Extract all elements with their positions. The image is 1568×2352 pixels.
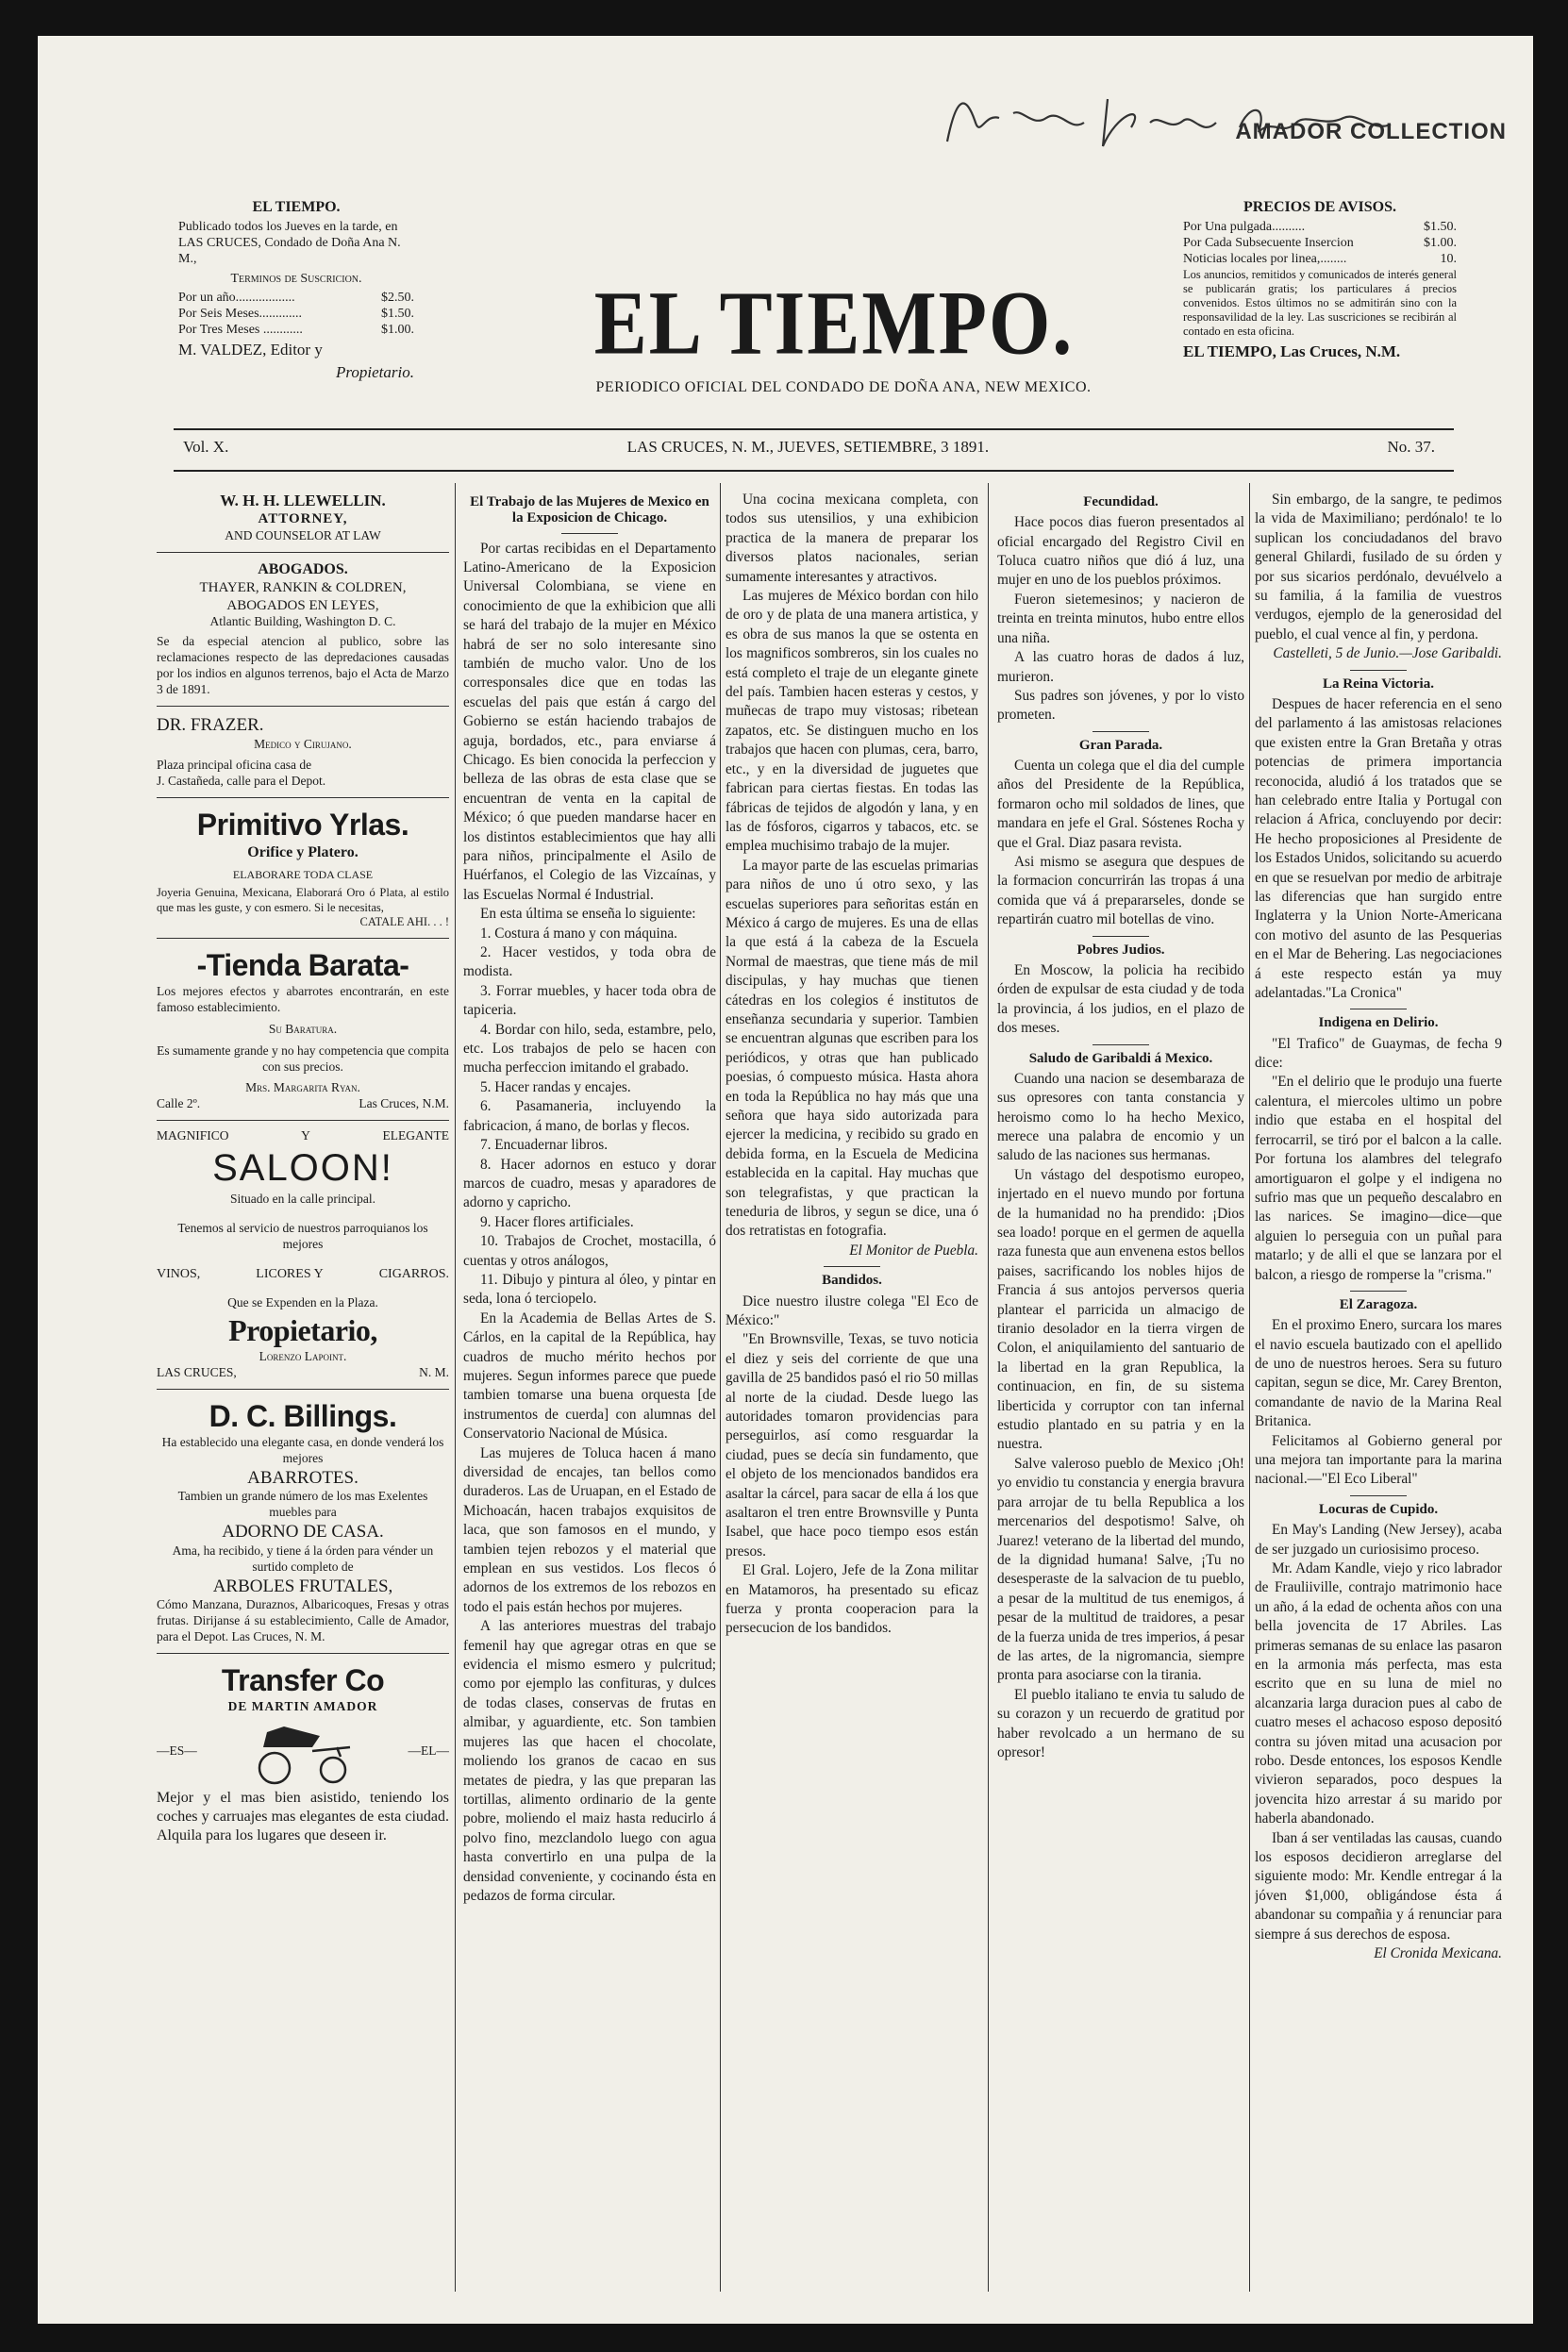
ads-column — [157, 491, 449, 2282]
article-paragraph: 9. Hacer flores artificiales. — [480, 1213, 634, 1230]
ad-text: ADORNO DE CASA. — [222, 1522, 384, 1542]
ad-text: -Tienda Barata- — [196, 948, 409, 982]
ad-text — [157, 1128, 449, 1144]
ad-text: Propietario, — [228, 1313, 377, 1347]
article-paragraph: Por cartas recibidas en el Departamento Latino-Americano de la Exposicion Universal Colombiana, se viene en conocimiento de que la exhibicion que alli se hará del trabajo de la mujer en México habrá de ser no solo interesante sino también de mucho valor. Uno de los corresponsales dice que en todas las escuelas del pais que están á cargo del Gobierno se están haciendo trabajos de aguja, bordados, etc., para enviarse á Chicago. Es bien conocida la perfeccion y belleza de las obras de esta clase que se encuentran de venta en la capital de México; ó que pueden mandarse hacer en los distintos establecimientos que hay alli para niños, principalmente el Asilo de Huérfanos, el Colegio de las Vizcaínas, y las Escuelas Normal é Industrial. — [463, 540, 716, 903]
ad-text: D. C. Billings. — [209, 1398, 397, 1433]
rate-row — [1183, 220, 1457, 236]
ad-text: Las Cruces, N.M. — [359, 1096, 449, 1111]
column-3 — [726, 491, 978, 2282]
ad-text: ABOGADOS EN LEYES, — [226, 597, 379, 613]
ad-text: Es sumamente grande y no hay competencia que compita con sus precios. — [157, 1043, 449, 1074]
article-paragraph: Cuando una nacion se desembaraza de sus opresores con tanta constancia y heroismo como lo ha hecho Mexico, merece una palabra de encomio y un saludo de las naciones sus hermanas. — [997, 1070, 1244, 1164]
rate-text: $1.00. — [1424, 235, 1457, 250]
dateline — [183, 438, 1435, 457]
ad-text: Los mejores efectos y abarrotes encontrarán, en este famoso establecimiento. — [157, 984, 449, 1014]
column-2 — [463, 491, 716, 2282]
ad-text — [157, 1096, 449, 1112]
rate-text: Por Seis Meses............. — [178, 307, 303, 322]
ad-text: Orifice y Platero. — [247, 844, 359, 861]
rate-row — [178, 307, 414, 323]
ad-text: ATTORNEY, — [258, 511, 348, 527]
article-rule — [1093, 731, 1149, 732]
ad-text: N. M. — [419, 1364, 449, 1379]
ad-text: Su Baratura. — [268, 1021, 338, 1036]
ad-text: Plaza principal oficina casa de — [157, 758, 312, 773]
ad-text: Se da especial atencion al publico, sobre las reclamaciones respecto de las depredaciones causadas por los indios en algunos terrenos, bajo el Acta de Marzo 3 de 1891. — [157, 634, 449, 696]
masthead-title: EL TIEMPO. — [593, 273, 1075, 375]
column-5 — [1255, 491, 1502, 2282]
column-rule — [1249, 483, 1250, 2292]
ad-text: Primitivo Yrlas. — [196, 808, 409, 842]
ad-text: ARBOLES FRUTALES, — [212, 1576, 393, 1596]
article-paragraph: Una cocina mexicana completa, con todos sus utensilios, y una exhibicion practica de la manera de preparar los diversos platos nacionales, serian sumamente interesantes y atractivos. — [726, 492, 978, 585]
editor-line: M. VALDEZ, Editor y — [178, 340, 323, 359]
article-paragraph: 6. Pasamaneria, incluyendo la fabricacion, á mano, de borlas y flecos. — [463, 1098, 716, 1134]
carriage-icon — [246, 1719, 359, 1785]
issue-number: No. 37. — [1387, 438, 1435, 456]
ad-text: Ha establecido una elegante casa, en donde venderá los mejores — [161, 1434, 444, 1465]
ad-transfer — [157, 1661, 449, 1845]
article-rule — [1093, 1044, 1149, 1045]
ad-text: ABOGADOS. — [258, 560, 348, 577]
article-paragraph: En la Academia de Bellas Artes de S. Cárlos, en la capital de la República, hay cuadros de mucho mérito hechos por mujeres. Segun informes parece que puede tambien tomarse una buena orquesta [de instrumentos de cuerda] con alumnas del Conservatorio Nacional de Música. — [463, 1309, 716, 1443]
article-paragraph: Dice nuestro ilustre colega "El Eco de México:" — [726, 1293, 978, 1328]
place-date: LAS CRUCES, N. M., JUEVES, SETIEMBRE, 3 1891. — [626, 438, 990, 456]
article-headline: Fecundidad. — [1083, 494, 1159, 509]
article-paragraph: 5. Hacer randas y encajes. — [480, 1078, 631, 1095]
ad-text: Ama, ha recibido, y tiene á la órden para vénder un surtido completo de — [172, 1543, 434, 1574]
article-paragraph: "En el delirio que le produjo una fuerte calentura, el miercoles ultimo un pobre indio que estaba en el hospital del ferrocarril, se tiró por el balcon a la calle. Por fortuna los alambres del telegrafo amortiguaron el golpe y el indigena no sufrio mas que un pequeño descalabro en las narices. Se imagino—dice—que alguien lo perseguia con un puñal para matarlo; y de alli el que se lanzara por el balcon, a riesgo de romperse la "crisma." — [1255, 1074, 1502, 1283]
article-paragraph: Las mujeres de Toluca hacen á mano diversidad de encajes, tan bellos como duraderos. Las de Uruapan, en el Estado de Michoacán, hacen trabajos exquisitos de laca, que son famosos en el mundo, y tambien tejen rebozos y el material que emplean en sus vestidos. Los flecos ó adornos de los extremos de los rebozos en todo el pais están hechos por mujeres. — [463, 1444, 716, 1615]
ad-billings — [157, 1397, 449, 1654]
left-ear-heading: EL TIEMPO. — [252, 199, 341, 215]
article-paragraph: A las cuatro horas de dados á luz, murieron. — [997, 649, 1244, 685]
ad-text: Medico y Cirujano. — [254, 736, 352, 751]
ad-text: Transfer Co — [221, 1662, 385, 1697]
column-4 — [997, 491, 1244, 2282]
article-source: El Cronida Mexicana. — [1374, 1945, 1502, 1962]
ad-saloon — [157, 1128, 449, 1390]
ad-text: Que se Expenden en la Plaza. — [227, 1295, 378, 1310]
ad-text: LICORES Y — [256, 1266, 324, 1281]
article-paragraph: A las anteriores muestras del trabajo femenil hay que agregar otras en que se evidencia el mismo esmero y pulcritud; como por ejemplo las confituras, y dulces de todas clases, conservas de frutas en almibar, y aguardiente, etc. Son tambien mujeres las que hacen el chocolate, moliendo los granos de cacao en sus metates de piedra, y las que preparan las tortillas, alimento ordinario de la gente pobre, moliendo el maiz hasta reducirlo á polvo fino, mezclandolo luego con agua hasta convertirlo en una pulpa de la densidad conveniente, y cocinando ésta en pedazos de forma circular. — [463, 1618, 716, 1904]
article-paragraph: 4. Bordar con hilo, seda, estambre, pelo, etc. Los trabajos de pelo se hacen con mucha perfeccion imitando el grabado. — [463, 1021, 716, 1076]
rate-text: Por Una pulgada.......... — [1183, 220, 1306, 235]
article-signature: Castelleti, 5 de Junio.—Jose Garibaldi. — [1273, 645, 1502, 662]
ad-text: Calle 2º. — [157, 1096, 201, 1111]
article-paragraph: Felicitamos al Gobierno general por una mejora tan importante para la marina nacional.—"El Eco Liberal" — [1255, 1432, 1502, 1488]
ad-abogados — [157, 560, 449, 707]
newspaper-page — [38, 36, 1533, 2324]
ad-text: ELEGANTE — [382, 1128, 449, 1143]
column-rule — [720, 483, 721, 2292]
ad-text: —ES— — [157, 1743, 197, 1759]
ad-text: W. H. H. LLEWELLIN. — [220, 492, 386, 509]
rate-text: $1.50. — [1424, 220, 1457, 235]
left-ear-box — [178, 198, 414, 387]
article-headline: Pobres Judios. — [1076, 942, 1165, 958]
ad-text: Y — [301, 1128, 310, 1143]
article-rule — [1350, 1495, 1407, 1496]
article-paragraph: "En Brownsville, Texas, se tuvo noticia el diez y seis del corriente de que una gavilla de 25 bandidos pasó el rio 50 millas al norte de la ciudad. Desde luego las autoridades tomaron providencias para perseguirlos, así como resguardar la ciudad, pues se decía sin fundamento, que el objeto de los mencionados bandidos era asaltar la cárcel, para sacar de ella á los que asaltaron el tren entre Brownsville y Punta Isabel, que hace poco tiempo esos están presos. — [726, 1331, 978, 1560]
article-paragraph: Sin embargo, de la sangre, te pedimos la vida de Maximiliano; perdónalo! te lo suplican los conciudadanos del bravo general Ghilardi, fusilado de su órden y por sus sicarios perdónalo, devuélvelo a su familia, á la familia de vuestros verdugos, ejemplo de la generosidad del pueblo, el cual vence al fin, y perdona. — [1255, 492, 1502, 642]
article-paragraph: Iban á ser ventiladas las causas, cuando los esposos decidieron arreglarse del siguiente modo: Mr. Kendle entregar á la jóven $1,000, obligándose ésta á abandonar su compañia y á renunciar para siempre á sus derechos de esposa. — [1255, 1829, 1502, 1943]
article-paragraph: Las mujeres de México bordan con hilo de oro y de plata de una manera artistica, y es obra de sus manos la que se ostenta en los magnificos sombreros, sin los cuales no está completo el traje de un elegante ginete del país. Tambien hacen esteras y cestos, y muñecas de trapo muy vistosas; ribetean zapatos, etc. Se distinguen mucho en los trabajos que hacen con plumas, cera, barro, etc., y en la diversidad de juguetes que fabrican para ciertas fiestas. En todas las fábricas de tejidos de algodón y lana, y en las de fósforos, cigarros y tabacos, etc. se emplea muchisimo trabajo de la mujer. — [726, 588, 978, 855]
rate-text: $1.50. — [381, 307, 414, 322]
article-paragraph: La mayor parte de las escuelas primarias para niños de uno ú otro sexo, y las escuelas superiores para señoritas están en México á cargo de mujeres. Es una de ellas la que está á la cabeza de la Escuela Normal de maestras, que tiene más de mil discipulas, y hay muchas que tienen cátedras en los colegios é institutos de enseñanza secundaria y superior. Tambien se encuentran algunas que escriben para los periódicos, y otras que han publicado poesias, ó compuesto música. Hasta ahora en toda la República no hay más que una señora que haya sido autorizada para ejercer la medicina, y recibido su grado en debida forma, en la Escuela de Medicina establecida en la capital. Hay muchas que son telegrafistas, y que practican la teneduria de libros, y segun se dice, una ó dos retratistas en fotografia. — [726, 857, 978, 1240]
article-paragraph: 2. Hacer vestidos, y toda obra de modista. — [463, 944, 716, 980]
terms-title: Terminos de Suscricion. — [230, 271, 362, 286]
right-ear-box — [1183, 198, 1457, 365]
ad-text: CIGARROS. — [378, 1266, 449, 1281]
rate-text: Por un año.................. — [178, 291, 295, 306]
article-headline: El Zaragoza. — [1339, 1296, 1418, 1312]
article-paragraph: Hace pocos dias fueron presentados al oficial encargado del Registro Civil en Toluca cuatro niños que dió á luz, una mujer en uno de los pueblos próximos. — [997, 514, 1244, 589]
article-paragraph: 3. Forrar muebles, y hacer toda obra de tapiceria. — [463, 982, 716, 1019]
ad-text: Tenemos al servicio de nuestros parroquianos los mejores — [177, 1220, 428, 1251]
article-paragraph: 1. Costura á mano y con máquina. — [480, 925, 678, 942]
collection-stamp: AMADOR COLLECTION — [1235, 119, 1507, 144]
article-paragraph: Despues de hacer referencia en el seno del parlamento á las amistosas relaciones que existen entre la Gran Bretaña y otras potencias de primera importancia reconocida, aludió á los tratados que se han celebrado entre Italia y Portugal con relacion á Africa, concluyendo por decir: He hecho proposiciones al Presidente de los Estados Unidos, solicitando su acuerdo en que se resuelvan por medio de arbitraje las diferencias que han surgido entre Inglaterra y la Union Norte-Americana con motivo del asunto de las Pesquerias en el Mar de Behering. Las negociaciones á este respecto están ya muy adelantadas."La Cronica" — [1255, 695, 1502, 1001]
article-headline: Locuras de Cupido. — [1318, 1501, 1439, 1517]
ad-text: Atlantic Building, Washington D. C. — [209, 614, 396, 629]
rate-row — [1183, 252, 1457, 268]
ad-tienda-barata — [157, 946, 449, 1121]
dateline-rule — [174, 470, 1454, 472]
ad-text: Situado en la calle principal. — [229, 1192, 376, 1206]
article-headline: Indigena en Delirio. — [1318, 1015, 1439, 1031]
ad-text: Joyeria Genuina, Mexicana, Elaborará Oro ó Plata, al estilo que mas les guste, y con esmero. Si le necesitas, — [157, 886, 449, 914]
ads-note: Los anuncios, remitidos y comunicados de interés general se publicarán gratis; los particulares á precios convenidos. Estos últimos no se admitirán sino con la responsavilidad de la ley. Las suscriciones se recibirán al contado en esta oficina. — [1183, 267, 1457, 338]
ad-text: ABARROTES. — [247, 1467, 359, 1488]
article-paragraph: El pueblo italiano te envia tu saludo de su corazon y un recuerdo de gratitud por haber revolcado a un hermano de su opresor! — [997, 1686, 1244, 1760]
article-paragraph: 8. Hacer adornos en estuco y dorar marcos de cuadro, mesas y aparadores de adorno y capricho. — [463, 1156, 716, 1211]
article-headline: Saludo de Garibaldi á Mexico. — [1028, 1050, 1213, 1066]
right-ear-footer: EL TIEMPO, Las Cruces, N.M. — [1183, 342, 1401, 360]
article-paragraph: "El Trafico" de Guaymas, de fecha 9 dice: — [1255, 1035, 1502, 1072]
ad-text: ELABORARE TODA CLASE — [232, 868, 374, 882]
article-paragraph: El Gral. Lojero, Jefe de la Zona militar en Matamoros, ha presentado su eficaz fuerza y pronta cooperacion para la persecucion de los bandidos. — [726, 1562, 978, 1637]
article-paragraph: 10. Trabajos de Crochet, mostacilla, ó cuentas y otros análogos, — [463, 1233, 716, 1269]
article-paragraph: Asi mismo se asegura que despues de la formacion concurrirán las tropas á una comida que vá á prepararseles, donde se repartirán cuatro mil botellas de vino. — [997, 854, 1244, 928]
headline-rule — [561, 533, 618, 534]
article-headline: Bandidos. — [822, 1273, 882, 1289]
article-paragraph: En esta última se enseña lo siguiente: — [480, 906, 696, 923]
article-paragraph: 7. Encuadernar libros. — [480, 1137, 609, 1154]
column-rule — [988, 483, 989, 2292]
article-headline: El Trabajo de las Mujeres de Mexico en la Exposicion de Chicago. — [470, 494, 709, 526]
article-paragraph: 11. Dibujo y pintura al óleo, y pintar en seda, lona ó terciopelo. — [463, 1271, 716, 1308]
article-headline: La Reina Victoria. — [1323, 676, 1434, 692]
rate-text: $1.00. — [381, 322, 414, 337]
ad-frazer — [157, 714, 449, 798]
ad-text: Cómo Manzana, Duraznos, Albaricoques, Fresas y otras frutas. Dirijanse á su establecimiento, Calle de Amador, para el Depot. Las Cruces, N. M. — [157, 1597, 449, 1643]
masthead-rule — [174, 428, 1454, 430]
ad-text: CATALE AHI. . . ! — [359, 915, 449, 929]
rate-text: 10. — [1440, 251, 1457, 266]
ad-text: LAS CRUCES, — [157, 1364, 237, 1379]
article-source: El Monitor de Puebla. — [849, 1242, 978, 1259]
article-rule — [1350, 1291, 1407, 1292]
rate-text: $2.50. — [381, 291, 414, 306]
left-ear-intro: Publicado todos los Jueves en la tarde, en LAS CRUCES, Condado de Doña Ana N. M., — [178, 220, 401, 266]
rate-row — [1183, 236, 1457, 252]
rate-text: Noticias locales por linea,........ — [1183, 251, 1347, 266]
article-paragraph: En Moscow, la policia ha recibido órden de expulsar de esta ciudad y de toda la provincia, á los judios, en el plazo de dos meses. — [997, 961, 1244, 1037]
masthead-subtitle: PERIODICO OFICIAL DEL CONDADO DE DOÑA ANA, NEW MEXICO. — [595, 379, 1092, 395]
article-rule — [1093, 936, 1149, 937]
owner-line: Propietario. — [336, 363, 414, 382]
rate-row — [178, 323, 414, 339]
volume: Vol. X. — [183, 438, 229, 456]
article-rule — [824, 1266, 880, 1267]
ad-llewellin — [157, 491, 449, 553]
article-paragraph: Salve valeroso pueblo de Mexico ¡Oh! yo envidio tu constancia y energia bravura para arrojar de tu bella Republica a los mercenarios del despotismo! Salve, oh Juarez! veterano de la libertad del mundo, de la dignidad humana! Salve, ¡Tu no desesperaste de la salvacion de tu pueblo, a pesar de la multitud de tus enemigos, á pesar de la multitud de traidores, a pesar de la fuerza unida de tres imperios, á pesar de las artes, de la nigromancia, siempre pronta para asociarse con la tirania. — [997, 1455, 1244, 1684]
article-paragraph: Sus padres son jóvenes, y por lo visto prometen. — [997, 687, 1244, 724]
right-ear-heading: PRECIOS DE AVISOS. — [1243, 199, 1396, 215]
article-paragraph: Mr. Adam Kandle, viejo y rico labrador de Frauliiville, contrajo matrimonio hace un año, á la edad de ochenta años con una bella jovencita de 17 Abriles. Las primeras semanas de su enlace las pasaron en la armonia más perfecta, mas esta escrito que en su luna de miel no alcanzaria larga duracion pues al cabo de cuatro meses el achacoso esposo depositó contra su jóven mitad una acusacion por robo. Desde entonces, los esposos Kendle vivieron separados, poco despues la jovencita hizo arrestar á su marido por haberla abandonado. — [1255, 1560, 1502, 1827]
ad-text: VINOS, — [157, 1266, 201, 1281]
ad-text: DR. FRAZER. — [157, 714, 264, 735]
ad-text: Lorenzo Lapoint. — [259, 1349, 347, 1363]
column-rule — [455, 483, 456, 2292]
ad-text — [157, 1266, 449, 1283]
article-paragraph: En May's Landing (New Jersey), acaba de ser juzgado un curiosisimo proceso. — [1255, 1522, 1502, 1558]
ad-yrlas — [157, 806, 449, 939]
rate-text: Por Cada Subsecuente Insercion — [1183, 235, 1354, 250]
ad-text — [157, 1365, 449, 1381]
ad-text — [157, 1715, 449, 1789]
article-headline: Gran Parada. — [1078, 737, 1163, 753]
article-paragraph: Fueron sietemesinos; y nacieron de treinta en treinta minutos, hubo entre ellos una niña. — [997, 591, 1244, 646]
ad-text: Mejor y el mas bien asistido, teniendo los coches y carruajes mas elegantes de esta ciudad. Alquila para los lugares que deseen ir. — [157, 1789, 449, 1843]
article-rule — [1350, 670, 1407, 671]
ad-text: —EL— — [408, 1743, 449, 1759]
ad-text: Mrs. Margarita Ryan. — [245, 1080, 360, 1095]
ad-text: SALOON! — [212, 1147, 393, 1189]
rate-text: Por Tres Meses ............ — [178, 322, 303, 337]
ad-text: THAYER, RANKIN & COLDREN, — [199, 579, 407, 595]
article-paragraph: Un vástago del despotismo europeo, injertado en el nuevo mundo por fortuna de la humanidad no ha prendido: ¡Dios sea loado! porque en el germen de aquella raza funesta que aun envenena estos bellos paises, sacrificando los nobles hijos de Francia á sus antojos perversos queria plantear el parricida un almacigo de tiranio desolador en la tierra virgen de Colon, el aniquilamiento del santuario de la libertad en la gran Republica, la continuacion, en fin, de su sistema liberticida y corruptor con tan infernal estudio plantado en su patria y en la nuestra. — [997, 1166, 1244, 1453]
ad-text: J. Castañeda, calle para el Depot. — [157, 774, 326, 789]
ad-text: MAGNIFICO — [157, 1128, 229, 1143]
article-paragraph: En el proximo Enero, surcara los mares el navio escuela bautizado con el apellido de uno de nuestros heroes. Sera su futuro capitan, segun se dice, Mr. Carey Brenton, comandante de navio de la Marina Real Britanica. — [1255, 1317, 1502, 1430]
ad-text: DE MARTIN AMADOR — [227, 1698, 378, 1713]
rate-row — [178, 291, 414, 307]
ad-text: Tambien un grande número de los mas Exelentes muebles para — [177, 1489, 428, 1520]
article-paragraph: Cuenta un colega que el dia del cumple años del Presidente de la República, formaron ocho mil soldados de lines, que mandara en jefe el Gral. Sóstenes Rocha y que el Gral. Diaz pasara revista. — [997, 757, 1244, 851]
ad-text: AND COUNSELOR AT LAW — [225, 528, 381, 542]
